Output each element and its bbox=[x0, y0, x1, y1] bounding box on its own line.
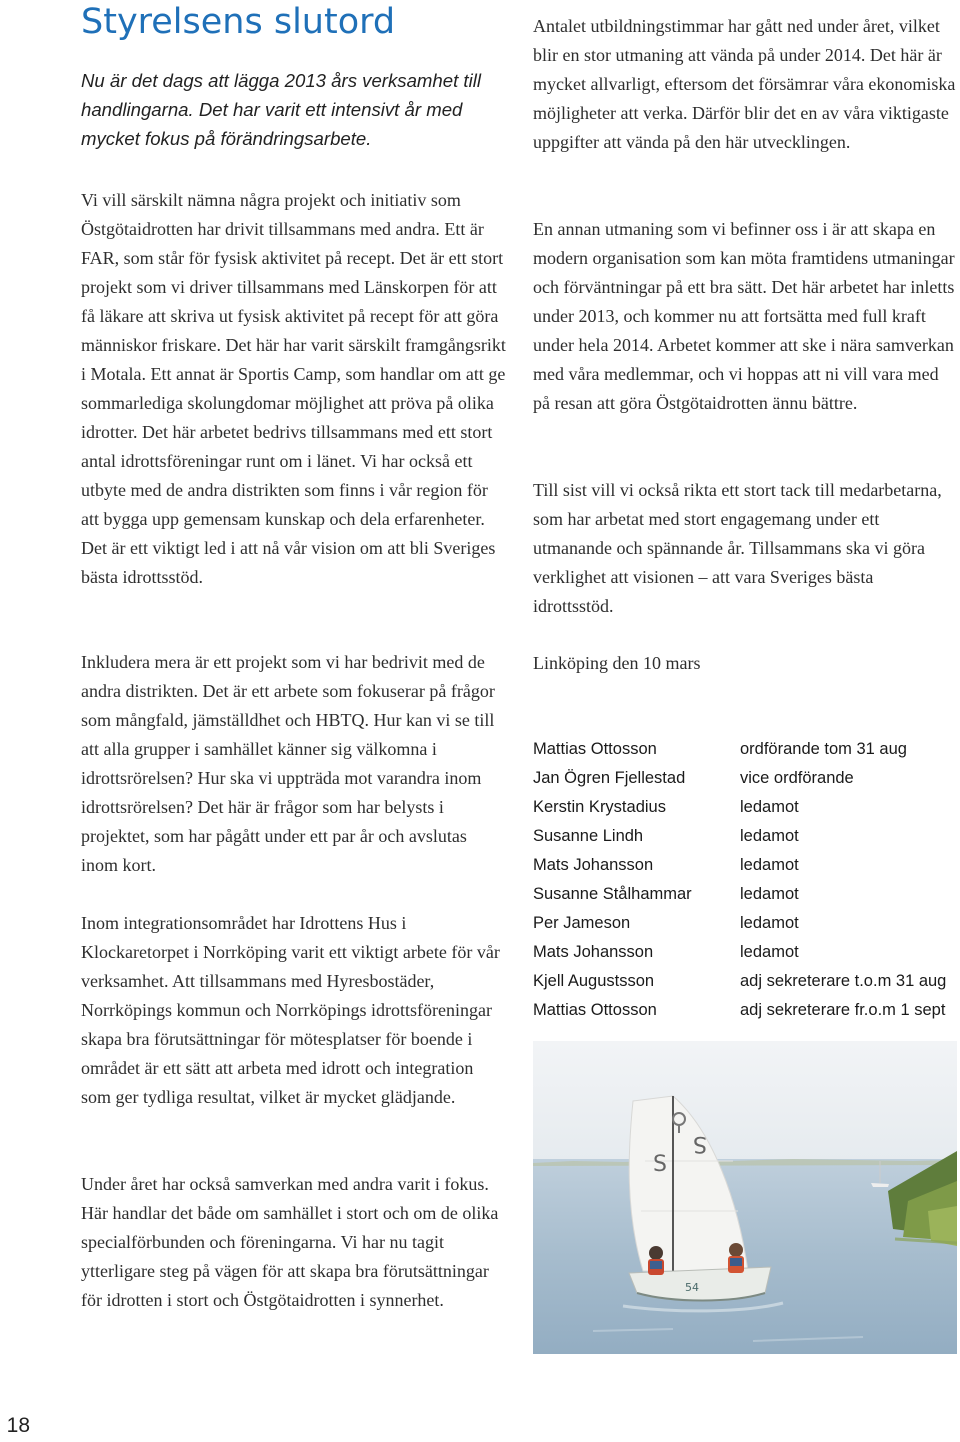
board-member-name: Per Jameson bbox=[533, 914, 631, 932]
left-paragraph-samverkan: Under året har också samverkan med andra varit i fokus. Här handlar det både om samhället i stort och om de olika specialförbunden och föreningarna. Vi har nu tagit ytterligare steg på vägen för att skapa bra förutsättningar för idrotten i stort och Östgötaidrotten i synnerhet. bbox=[81, 1174, 499, 1310]
sail-letter-upper: S bbox=[693, 1131, 707, 1156]
place-date: Linköping den 10 mars bbox=[533, 653, 701, 673]
page-title: Styrelsens slutord bbox=[81, 2, 396, 42]
board-member-role: ordförande tom 31 aug bbox=[740, 740, 907, 758]
board-member-name: Susanne Stålhammar bbox=[533, 885, 692, 903]
board-member-role: ledamot bbox=[740, 827, 799, 845]
board-member-name: Mats Johansson bbox=[533, 856, 654, 874]
board-member-role: vice ordförande bbox=[740, 769, 854, 787]
board-member-row bbox=[533, 880, 953, 909]
board-member-name: Kjell Augustsson bbox=[533, 972, 655, 990]
board-member-role: ledamot bbox=[740, 798, 799, 816]
board-member-role: ledamot bbox=[740, 856, 799, 874]
right-paragraph-utbildning: Antalet utbildningstimmar har gått ned under året, vilket blir en stor utmaning att vända på under 2014. Det här är mycket allvarligt, eftersom det försämrar våra ekonomiska möjligheter att verka. Därför blir det en av våra viktigaste uppgifter att vända på den här utvecklingen. bbox=[533, 16, 956, 152]
board-member-row bbox=[533, 909, 953, 938]
board-member-row bbox=[533, 735, 953, 764]
board-member-row bbox=[533, 938, 953, 967]
board-members-table bbox=[533, 735, 953, 1025]
board-member-role: ledamot bbox=[740, 943, 799, 961]
board-member-row bbox=[533, 967, 953, 996]
board-member-role: ledamot bbox=[740, 914, 799, 932]
page-number: 18 bbox=[6, 1414, 30, 1437]
board-member-name: Susanne Lindh bbox=[533, 827, 644, 845]
sailing-photo bbox=[533, 1041, 957, 1354]
board-member-row bbox=[533, 764, 953, 793]
intro-text: Nu är det dags att lägga 2013 års verksamhet till handlingarna. Det har varit ett intensivt år med mycket fokus på förändringsarbete. bbox=[81, 70, 481, 149]
board-member-role: adj sekreterare fr.o.m 1 sept bbox=[740, 1001, 946, 1019]
board-member-name: Mattias Ottosson bbox=[533, 740, 657, 758]
board-member-name: Mattias Ottosson bbox=[533, 1001, 657, 1019]
board-member-name: Mats Johansson bbox=[533, 943, 654, 961]
board-member-role: adj sekreterare t.o.m 31 aug bbox=[740, 972, 947, 990]
board-member-role: ledamot bbox=[740, 885, 799, 903]
board-member-row bbox=[533, 793, 953, 822]
board-member-name: Kerstin Krystadius bbox=[533, 798, 666, 816]
hull-number: 54 bbox=[685, 1281, 699, 1294]
board-member-row bbox=[533, 822, 953, 851]
left-paragraph-integration: Inom integrationsområdet har Idrottens Hus i Klockaretorpet i Norrköping varit ett viktigt arbete för vår verksamhet. Att tillsammans med Hyresbostäder, Norrköpings kommun och Norrköpings idrottsföreningar skapa bra förutsättningar för mötesplatser för boende i området är ett sätt att arbeta med idrott och integration som ger tydliga resultat, vilket är mycket glädjande. bbox=[81, 913, 500, 1107]
right-paragraph-tack: Till sist vill vi också rikta ett stort tack till medarbetarna, som har arbetat med stort engagemang under ett utmanande och spännande år. Tillsammans ska vi göra verklighet att visionen – att vara Sveriges bästa idrottsstöd. bbox=[533, 480, 942, 616]
board-member-row bbox=[533, 996, 953, 1025]
sail-letter-lower: S bbox=[653, 1152, 667, 1177]
board-member-name: Jan Ögren Fjellestad bbox=[533, 769, 686, 787]
left-paragraph-inkludera-mera: Inkludera mera är ett projekt som vi har bedrivit med de andra distrikten. Det är ett arbete som fokuserar på frågor som mångfald, jämställdhet och HBTQ. Hur kan vi se till att alla grupper i samhället känner sig välkomna i idrottsrörelsen? Hur ska vi uppträda mot varandra inom idrottsrörelsen? Det här är frågor som har belysts i projektet, som har pågått under ett par år och avslutas inom kort. bbox=[81, 652, 495, 875]
right-paragraph-organisation: En annan utmaning som vi befinner oss i är att skapa en modern organisation som kan möta framtidens utmaningar och förväntningar på ett bra sätt. Det här arbetet har inletts under 2013, och kommer nu att fortsätta med full kraft under hela 2014. Arbetet kommer att ske i nära samverkan med våra medlemmar, och vi hoppas att ni vill vara med på resan att göra Östgötaidrotten ännu bättre. bbox=[533, 219, 955, 413]
board-member-row bbox=[533, 851, 953, 880]
left-paragraph-projects: Vi vill särskilt nämna några projekt och initiativ som Östgötaidrotten har drivit tillsammans med andra. Ett är FAR, som står för fysisk aktivitet på recept. Det är ett stort projekt som vi driver tillsammans med Länskorpen för att få läkare att skriva ut fysisk aktivitet på recept för att göra människor friskare. Det här har varit särskilt framgångsrikt i Motala. Ett annat är Sportis Camp, som handlar om att ge sommarlediga skolungdomar möjlighet att pröva på olika idrotter. Det här arbetet bedrivs tillsammans med ett stort antal idrottsföreningar runt om i länet. Vi har också ett utbyte med de andra distrikten som finns i vår region för att bygga upp gemensam kunskap och dela erfarenheter. Det är ett viktigt led i att nå vår vision om att bli Sveriges bästa idrottsstöd. bbox=[81, 190, 506, 587]
